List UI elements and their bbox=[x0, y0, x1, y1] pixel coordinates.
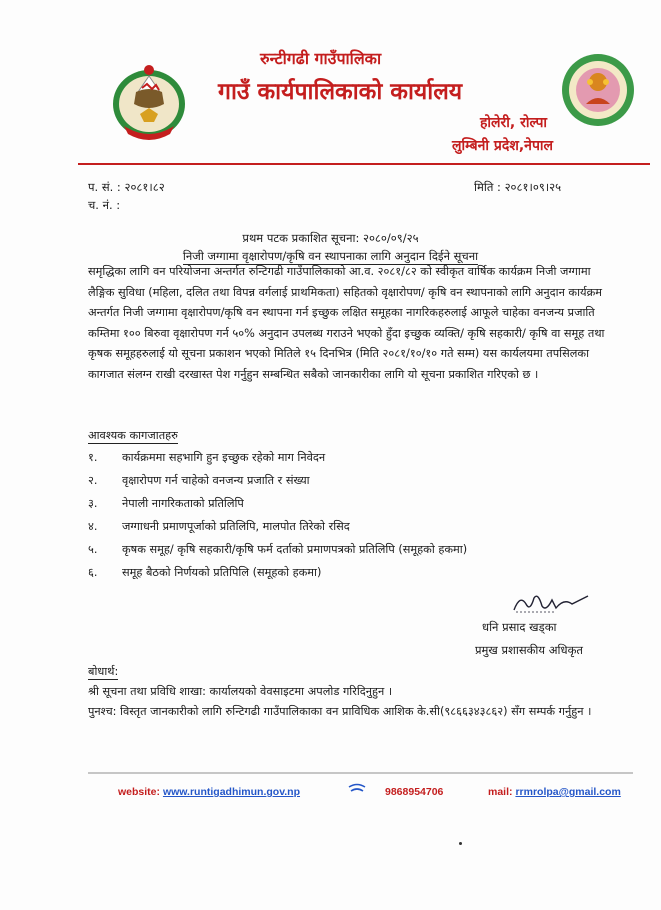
office-name: रुन्टीगढी गाउँपालिका bbox=[260, 49, 382, 68]
cc-title: बोधार्थ: bbox=[88, 665, 119, 678]
footer-divider bbox=[88, 772, 633, 774]
item-text: कृषक समूह/ कृषि सहकारी/कृषि फर्म दर्ताको प्रमाणपत्रको प्रतिलिपि (समूहको हकमा) bbox=[122, 543, 468, 556]
mail-link[interactable]: rrmrolpa@gmail.com bbox=[515, 786, 621, 798]
address-line-2: लुम्बिनी प्रदेश,नेपाल bbox=[452, 138, 554, 154]
item-text: जग्गाधनी प्रमाणपूर्जाको प्रतिलिपि, मालपोत तिरेको रसिद bbox=[122, 520, 350, 533]
reference-number: प. सं. : २०८१।८२ bbox=[88, 180, 165, 194]
item-number: ५. bbox=[88, 543, 98, 556]
requirements-list bbox=[88, 446, 588, 584]
signer-role: प्रमुख प्रशासकीय अधिकृत bbox=[475, 643, 583, 657]
first-published-note: प्रथम पटक प्रकाशित सूचना: २०८०/०९/२५ bbox=[242, 231, 419, 245]
requirements-title: आवश्यक कागजातहरु bbox=[88, 429, 178, 442]
footer-phone: 9868954706 bbox=[385, 786, 444, 798]
list-item bbox=[88, 538, 588, 561]
dispatch-number: च. नं. : bbox=[88, 198, 121, 212]
item-number: १. bbox=[88, 451, 98, 464]
item-number: २. bbox=[88, 474, 98, 487]
list-item bbox=[88, 515, 588, 538]
cc-line-2: पुनश्च: विस्तृत जानकारीको लागि रुन्टिगढी गाउँपालिकाका वन प्राविधिक आशिक के.सी(९८६६३४३८६२) सँग सम्पर्क गर्नुहुन । bbox=[88, 705, 592, 718]
item-text: कार्यक्रममा सहभागि हुन इच्छुक रहेको माग निवेदन bbox=[122, 451, 326, 464]
header-divider bbox=[78, 163, 650, 165]
municipality-seal-logo bbox=[560, 52, 636, 132]
list-item bbox=[88, 446, 588, 469]
list-item bbox=[88, 561, 588, 584]
scan-artifact-dot bbox=[459, 842, 462, 845]
item-number: ३. bbox=[88, 497, 98, 510]
address-line-1: होलेरी, रोल्पा bbox=[480, 115, 548, 131]
list-item bbox=[88, 492, 588, 515]
notice-body: समृद्धिका लागि वन परियोजना अन्तर्गत रुन्टिगढी गाउँपालिकाको आ.व. २०८१/८२ को स्वीकृत वार्षिक कार्यक्रम निजी जग्गामा लैङ्गिक सुविधा (महिला, दलित तथा विपन्न वर्गलाई प्राथमिकता) सहितको वृक्षारोपण/ कृषि वन स्थापनाको लागि अनुदान कार्यक्रम अन्तर्गत निजी जग्गामा वृक्षारोपण/कृषि वन स्थापना गर्न इच्छुक लक्षित समूहका नागरिकहरुलाई आफूले चाहेका वनजन्य प्रजाति कम्तिमा १०० बिरुवा वृक्षारोपण गर्न ५०% अनुदान उपलब्ध गराउने भएको हुँदा इच्छुक व्यक्ति/ कृषि सहकारी/ कृषि वा समूह तथा कृषक समूहहरुलाई यो सूचना प्रकाशन भएको मितिले १५ दिनभित्र (मिति २०८१/१०/१० गते सम्म) यस कार्यलयमा तपसिलका कागजात संलग्न राखी दरखास्त पेश गर्नुहुन सम्बन्धित सबैको जानकारीका लागि यो सूचना प्रकाशित गरिएको छ । bbox=[88, 265, 605, 381]
item-number: ४. bbox=[88, 520, 98, 533]
letter-date: मिति : २०८१।०९।२५ bbox=[474, 180, 562, 194]
footer-website bbox=[118, 786, 300, 798]
notice-subject-text: निजी जग्गामा वृक्षारोपण/कृषि वन स्थापनाका लागि अनुदान दिईने सूचना bbox=[182, 249, 479, 263]
nepal-emblem-logo bbox=[104, 56, 194, 150]
phone-icon bbox=[348, 780, 366, 799]
office-title: गाउँ कार्यपालिकाको कार्यालय bbox=[218, 79, 463, 105]
handwritten-signature bbox=[512, 590, 592, 620]
item-text: समूह बैठको निर्णयको प्रतिपिलि (समूहको हकमा) bbox=[122, 566, 322, 579]
mail-label: mail: bbox=[488, 786, 513, 798]
signer-name: धनि प्रसाद खड्का bbox=[482, 620, 557, 634]
item-text: वृक्षारोपण गर्न चाहेको वनजन्य प्रजाति र संख्या bbox=[122, 474, 310, 487]
website-link[interactable]: www.runtigadhimun.gov.np bbox=[162, 786, 301, 798]
footer-mail bbox=[488, 786, 621, 798]
list-item bbox=[88, 469, 588, 492]
item-number: ६. bbox=[88, 566, 98, 579]
item-text: नेपाली नागरिकताको प्रतिलिपि bbox=[122, 497, 244, 510]
cc-line-1: श्री सूचना तथा प्रविधि शाखा: कार्यालयको वेवसाइटमा अपलोड गरिदिनुहुन । bbox=[88, 685, 393, 698]
website-label: website: bbox=[118, 786, 161, 798]
